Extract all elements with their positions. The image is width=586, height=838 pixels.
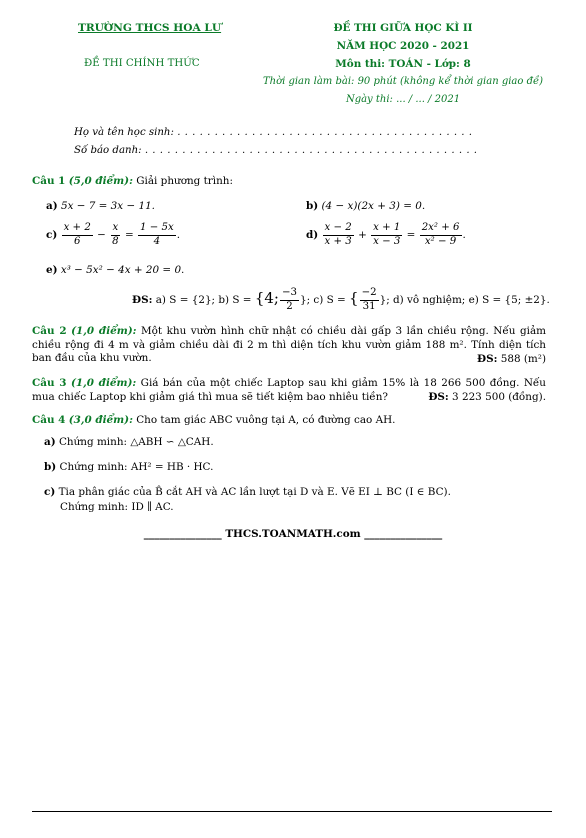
q3-answer (428, 391, 546, 403)
official-label: ĐỀ THI CHÍNH THỨC (84, 58, 200, 69)
q2-label: Câu 2 (32, 325, 67, 337)
q4c-text-1: Tia phân giác của B̂ cắt AH và AC lần lượt tại D và E. Vẽ EI ⊥ BC (I ∈ BC). (58, 486, 451, 498)
q4-label: Câu 4 (32, 414, 66, 426)
q1-ans-c-num: −2 (360, 288, 379, 301)
q1e-text: x³ − 5x² − 4x + 20 = 0. (60, 264, 185, 276)
q1a (46, 200, 155, 212)
school-name: TRƯỜNG THCS HOA LƯ (78, 22, 222, 34)
q1-prompt: Giải phương trình: (136, 175, 233, 187)
q4b (44, 461, 213, 473)
q1d-f2-num: x + 1 (371, 223, 402, 236)
q1-points: (5,0 điểm): (68, 175, 133, 187)
q1c-op2: = (124, 229, 134, 242)
q1d-f3-num: 2x² + 6 (420, 223, 462, 236)
q3-answer-value: 3 223 500 (đồng). (452, 391, 546, 403)
q1c-fraction-2 (110, 223, 120, 247)
q1-heading (32, 175, 233, 187)
q4c-line2 (60, 501, 174, 513)
q1b-text: (4 − x)(2x + 3) = 0. (321, 200, 426, 212)
q1c (46, 223, 180, 247)
q3-answer-label: ĐS: (428, 391, 449, 403)
q1c-end: . (176, 229, 181, 242)
student-id-dots: . . . . . . . . . . . . . . . . . . . . . . . . . . . . . . . . . . . . . . . . . . . . . (144, 145, 478, 156)
q1-ans-c-den: 31 (362, 300, 376, 312)
subject-line: Môn thi: TOÁN - Lớp: 8 (335, 58, 471, 70)
q4b-text: Chứng minh: AH² = HB · HC. (59, 461, 214, 473)
bottom-divider (32, 811, 552, 812)
q1c-f2-den: 8 (112, 235, 119, 247)
q1c-f3-den: 4 (153, 235, 161, 247)
student-name-row (74, 127, 473, 138)
q1c-op1: − (97, 229, 106, 242)
q1d-f3-den: x² − 9 (424, 235, 457, 247)
q3-label: Câu 3 (32, 377, 67, 389)
q2-text: Một khu vườn hình chữ nhật có chiều dài gấp 3 lần chiều rộng. Nếu giảm chiều rộng đi 4 m và giảm chiều dài đi 2 m thì diện tích khu vườn giảm 188 m². Tính diện tích ban đầu của khu vườn. (32, 325, 547, 364)
q4c-text-2: Chứng minh: ID ∥ AC. (60, 501, 174, 513)
q1d (306, 223, 466, 247)
exam-title: ĐỀ THI GIỮA HỌC KÌ II (333, 22, 473, 34)
student-id-row (74, 145, 478, 156)
q1a-text: 5x − 7 = 3x − 11. (60, 200, 155, 212)
footer (0, 528, 586, 540)
q4c (44, 486, 451, 498)
q4a-label: a) (44, 436, 56, 448)
q1d-f2-den: x − 3 (373, 235, 401, 247)
q1e (46, 264, 184, 276)
q1-label: Câu 1 (32, 175, 66, 187)
q1c-f2-num: x (111, 223, 121, 236)
q1c-f1-num: x + 2 (62, 223, 93, 236)
q4a (44, 436, 214, 448)
q4-heading (32, 414, 395, 426)
q2-points: (1,0 điểm): (71, 325, 137, 337)
q1-answer (132, 288, 550, 312)
q1d-fraction-1 (323, 223, 354, 247)
student-id-label: Số báo danh: (74, 145, 142, 156)
q1-answer-b-close: }; c) S = (299, 294, 346, 307)
q1b (306, 200, 425, 212)
footer-site: THCS.TOANMATH.com (225, 528, 361, 540)
q1b-label: b) (306, 200, 319, 212)
q1c-f1-den: 6 (73, 235, 81, 247)
q1-answer-label: ĐS: (132, 294, 153, 307)
exam-date: Ngày thi: ... / ... / 2021 (345, 94, 461, 105)
q2-answer-value: 588 (m²) (500, 353, 546, 365)
q1d-op2: = (406, 229, 416, 242)
q1d-label: d) (306, 229, 319, 242)
student-name-label: Họ và tên học sinh: (74, 127, 174, 138)
q4a-text: Chứng minh: △ABH ∽ △CAH. (58, 436, 214, 448)
q4-points: (3,0 điểm): (68, 414, 133, 426)
q4b-label: b) (44, 461, 57, 473)
q1d-fraction-2 (371, 223, 402, 247)
q1-ans-b-num: −3 (280, 288, 299, 301)
q2-answer (477, 353, 546, 365)
q1d-end: . (462, 229, 466, 242)
q1d-fraction-3 (420, 223, 462, 247)
q3-text: Giá bán của một chiếc Laptop sau khi giảm 15% là 18 266 500 đồng. Nếu mua chiếc Laptop khi giảm giá thì mua sẽ tiết kiệm bao nhiêu tiền? (32, 377, 546, 403)
q1-ans-b-den: 2 (286, 300, 293, 312)
q1c-fraction-1 (62, 223, 93, 247)
q1d-op1: + (358, 229, 367, 242)
footer-left-rule: _______________ (143, 528, 222, 540)
q1-answer-c-fraction (360, 288, 379, 312)
footer-right-rule: _______________ (364, 528, 443, 540)
q4c-label: c) (44, 486, 56, 498)
q1e-label: e) (46, 264, 58, 276)
q1d-f1-den: x + 3 (324, 235, 352, 247)
q1-answer-c-close: }; d) vô nghiệm; e) S = {5; ±2}. (379, 294, 550, 307)
q1c-label: c) (46, 229, 58, 242)
q1-answer-b-open: {4; (254, 289, 279, 308)
q1c-fraction-3 (138, 223, 176, 247)
q1-answer-c-open: { (349, 289, 359, 308)
student-name-dots: . . . . . . . . . . . . . . . . . . . . . . . . . . . . . . . . . . . . . . . . (177, 127, 473, 138)
q2-answer-label: ĐS: (477, 353, 498, 365)
q1d-f1-num: x − 2 (323, 223, 354, 236)
q4-prompt: Cho tam giác ABC vuông tại A, có đường cao AH. (136, 414, 396, 426)
q1a-label: a) (46, 200, 58, 212)
q3-points: (1,0 điểm): (70, 377, 137, 389)
q2-block (32, 325, 546, 366)
q1-answer-a: a) S = {2}; b) S = (155, 294, 252, 307)
school-year: NĂM HỌC 2020 - 2021 (336, 40, 470, 52)
duration-line: Thời gian làm bài: 90 phút (không kể thời gian giao đề) (262, 76, 544, 87)
q1-answer-b-fraction (280, 288, 299, 312)
q1c-f3-num: 1 − 5x (138, 223, 176, 236)
